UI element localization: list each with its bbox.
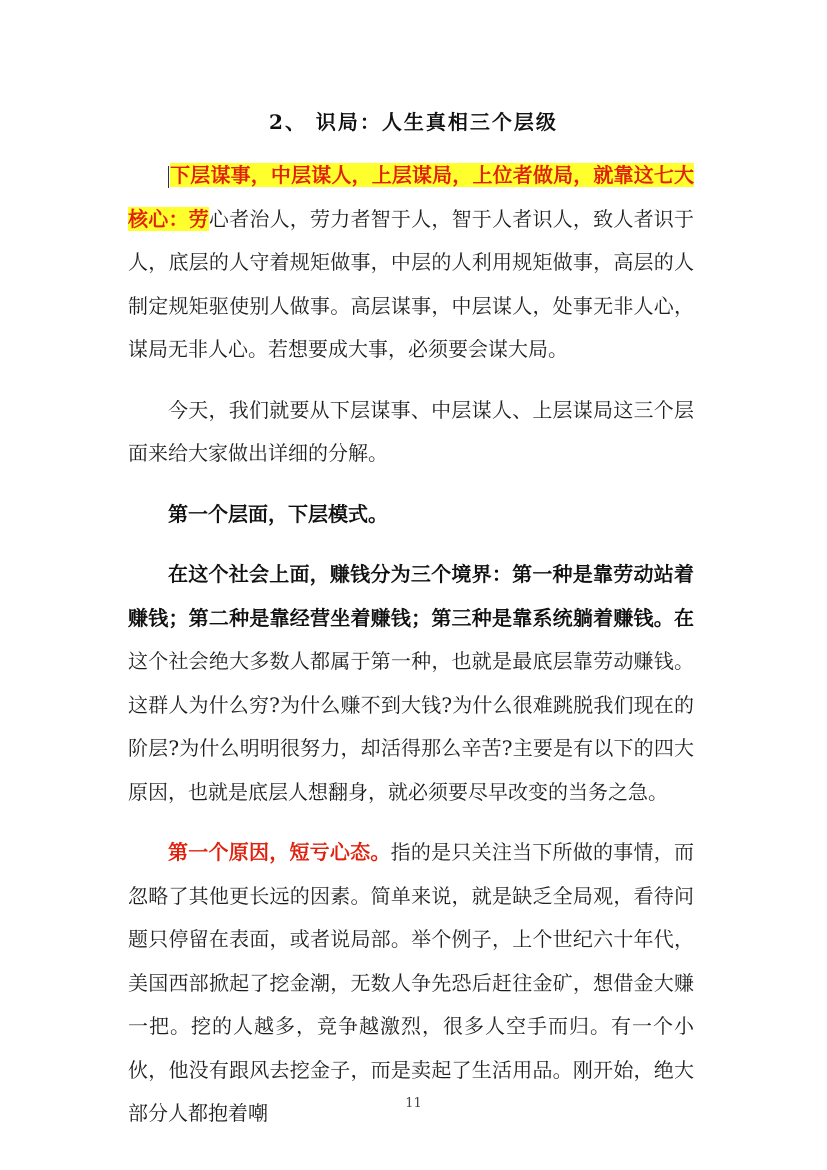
page-number: 11 xyxy=(405,1096,422,1111)
subheading-level-one: 第一个层面，下层模式。 xyxy=(168,501,388,526)
section-heading: 2、 识局：人生真相三个层级 xyxy=(269,110,558,134)
paragraph-intro-text: 心者治人，劳力者智于人，智于人者识人，致人者识于人，底层的人守着规矩做事，中层的人利用规矩做事，高层的人制定规矩驱使别人做事。高层谋事，中层谋人，处事无非人心，谋局无非人心。若想要成大事，必须要会谋大局。 xyxy=(128,206,695,361)
paragraph-overview: 今天，我们就要从下层谋事、中层谋人、上层谋局这三个层面来给大家做出详细的分解。 xyxy=(128,397,694,465)
paragraph-first-reason-text: 指的是只关注当下所做的事情，而忽略了其他更长远的因素。简单来说，就是缺乏全局观，看待问题只停留在表面，或者说局部。举个例子，上个世纪六十年代，美国西部掀起了挖金潮，无数人争先恐后赶往金矿，想借金大赚一把。挖的人越多，竞争越激烈，很多人空手而归。有一个小伙，他没有跟风去挖金子，而是卖起了生活用品。刚开始，绝大部分人都抱着嘲 xyxy=(128,840,695,1125)
paragraph-earning-levels-text: 这个社会绝大多数人都属于第一种，也就是最底层靠劳动赚钱。这群人为什么穷?为什么赚不到大钱?为什么很难跳脱我们现在的阶层?为什么明明很努力，却活得那么辛苦?主要是有以下的四大原因，也就是底层人想翻身，就必须要尽早改变的当务之急。 xyxy=(128,649,694,804)
bold-statement: 在这个社会上面，赚钱分为三个境界：第一种是靠劳动站着赚钱；第二种是靠经营坐着赚钱；第三种是靠系统躺着赚钱。在 xyxy=(128,562,694,630)
paragraph-intro xyxy=(128,154,694,372)
first-reason-title: 第一个原因，短亏心态。 xyxy=(168,840,391,864)
highlighted-key-sentence-tail: 劳 xyxy=(188,206,209,231)
body-text xyxy=(128,154,694,1136)
paragraph-earning-levels xyxy=(128,553,694,814)
text-cursor xyxy=(168,166,169,188)
highlighted-key-sentence: 下层谋事，中层谋人，上层谋局，上位者做局，就靠这七大核心： xyxy=(128,163,694,231)
paragraph-first-reason xyxy=(128,831,694,1136)
